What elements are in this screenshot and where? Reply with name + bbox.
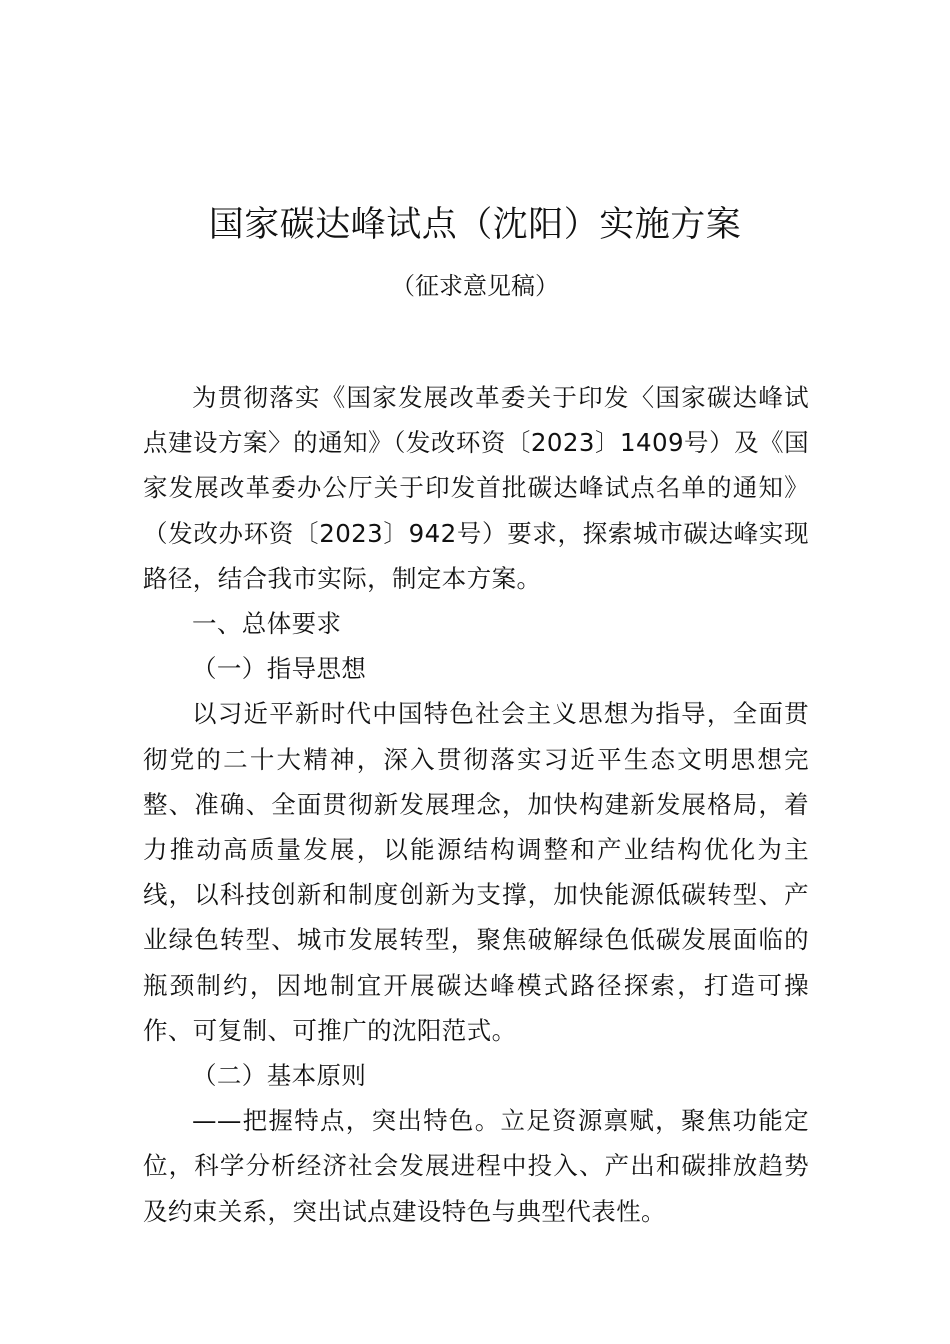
intro-paragraph: 为贯彻落实《国家发展改革委关于印发〈国家碳达峰试点建设方案〉的通知》（发改环资〔2023〕1409号）及《国家发展改革委办公厅关于印发首批碳达峰试点名单的通知》（发改办环资〔2023〕942号）要求，探索城市碳达峰实现路径，结合我市实际，制定本方案。 (143, 383, 809, 593)
principle-paragraph: ——把握特点，突出特色。立足资源禀赋，聚焦功能定位，科学分析经济社会发展进程中投入、产出和碳排放趋势及约束关系，突出试点建设特色与典型代表性。 (143, 1106, 809, 1226)
document-title: 国家碳达峰试点（沈阳）实施方案 (208, 205, 742, 245)
section-heading-general-requirements: 一、总体要求 (192, 609, 342, 639)
subsection-heading-basic-principles: （二）基本原则 (192, 1061, 367, 1091)
document-subtitle: （征求意见稿） (391, 272, 559, 300)
guiding-ideology-paragraph: 以习近平新时代中国特色社会主义思想为指导，全面贯彻党的二十大精神，深入贯彻落实习近平生态文明思想完整、准确、全面贯彻新发展理念，加快构建新发展格局，着力推动高质量发展，以能源结构调整和产业结构优化为主线，以科技创新和制度创新为支撑，加快能源低碳转型、产业绿色转型、城市发展转型，聚焦破解绿色低碳发展面临的瓶颈制约，因地制宜开展碳达峰模式路径探索，打造可操作、可复制、可推广的沈阳范式。 (143, 699, 809, 1045)
subsection-heading-guiding-ideology: （一）指导思想 (192, 654, 367, 684)
document-body (143, 375, 809, 1234)
